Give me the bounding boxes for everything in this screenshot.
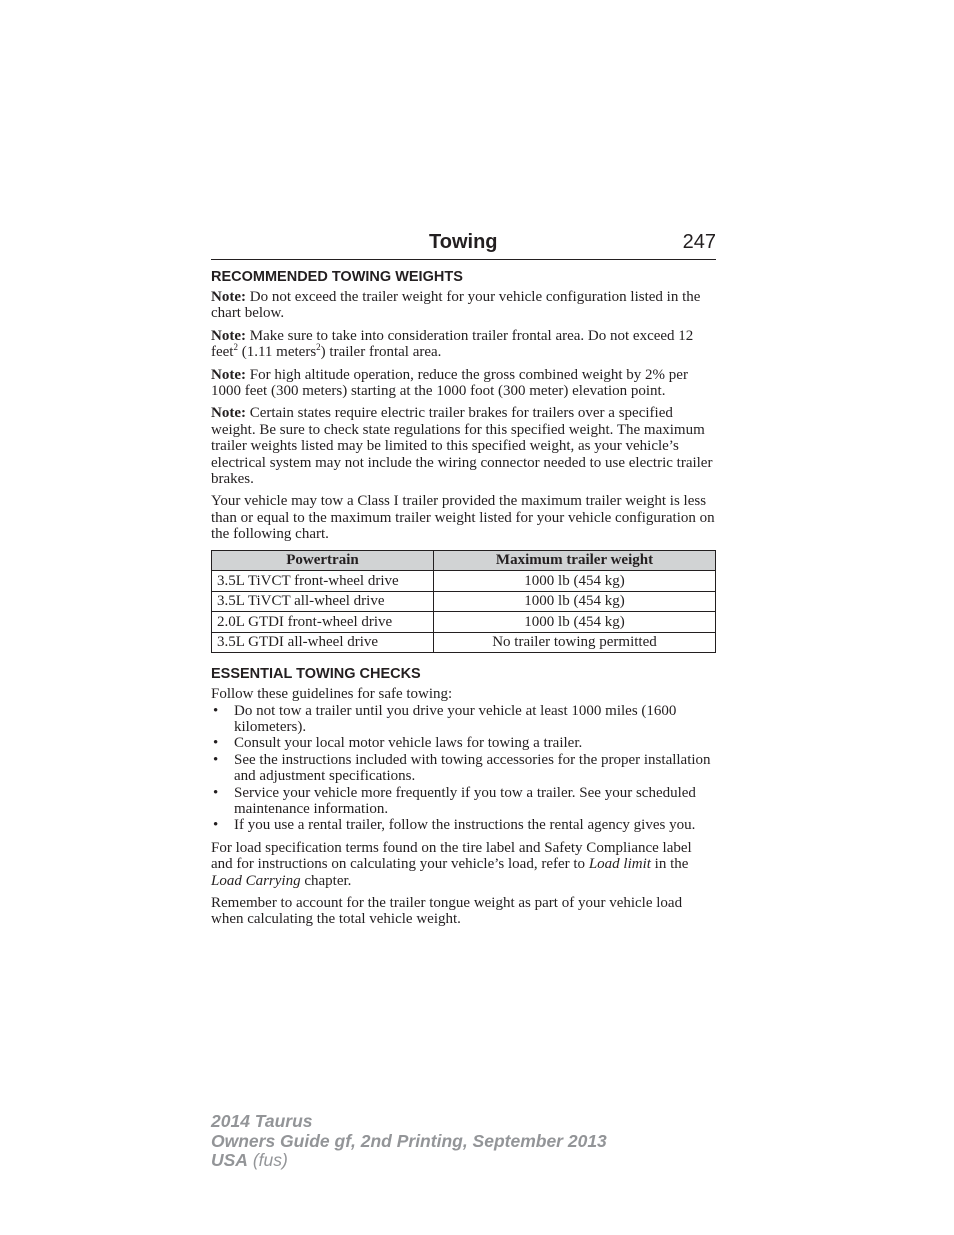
note-text: Do not exceed the trailer weight for your vehicle configuration listed in the chart below.	[211, 289, 701, 322]
cell-powertrain: 3.5L TiVCT all-wheel drive	[212, 591, 434, 612]
bullet-icon: •	[213, 751, 219, 768]
note-label: Note:	[211, 405, 246, 422]
list-item-text: See the instructions included with towing accessories for the proper installation and adjustment specifications.	[234, 751, 711, 785]
section-heading-essential-checks: ESSENTIAL TOWING CHECKS	[211, 666, 421, 683]
footer-region-code: (fus)	[247, 1150, 288, 1170]
guidelines-list	[211, 703, 716, 834]
note-text: ) trailer frontal area.	[320, 344, 442, 361]
column-header-powertrain: Powertrain	[212, 550, 434, 571]
list-item	[211, 735, 716, 751]
list-item-text: Do not tow a trailer until you drive your vehicle at least 1000 miles (1600 kilometers).	[234, 702, 677, 735]
load-limit-reference: Load limit	[588, 856, 651, 873]
paragraph-text: in the	[650, 856, 689, 873]
list-item-text: If you use a rental trailer, follow the instructions the rental agency gives you.	[234, 817, 696, 834]
footer-region: USA	[211, 1150, 248, 1170]
list-item	[211, 785, 716, 818]
list-item	[211, 817, 716, 833]
table-row	[212, 632, 716, 653]
note-text: Make sure to take into consideration trailer frontal area. Do not exceed 12 feet	[211, 327, 694, 361]
section-heading-recommended-weights: RECOMMENDED TOWING WEIGHTS	[211, 269, 463, 285]
cell-max-weight: 1000 lb (454 kg)	[434, 591, 716, 612]
cell-max-weight: No trailer towing permitted	[434, 632, 716, 653]
chapter-title: Towing	[429, 231, 498, 253]
note-4	[211, 405, 716, 487]
paragraph-text: chapter.	[300, 872, 352, 889]
table-header-row	[212, 550, 716, 571]
bullet-icon: •	[213, 735, 219, 752]
footer-market	[211, 1151, 607, 1171]
column-header-max-weight: Maximum trailer weight	[434, 550, 716, 571]
bullet-icon: •	[213, 702, 219, 719]
note-1	[211, 289, 716, 322]
table-row	[212, 591, 716, 612]
bullet-icon: •	[213, 817, 219, 834]
tongue-weight-paragraph: Remember to account for the trailer tongue weight as part of your vehicle load when calculating the total vehicle weight.	[211, 895, 683, 928]
bullet-icon: •	[213, 784, 219, 801]
note-text: For high altitude operation, reduce the gross combined weight by 2% per 1000 feet (300 meters) starting at the 1000 foot (300 meter) elevation point.	[211, 366, 688, 400]
towing-weights-table	[211, 550, 716, 654]
superscript: 2	[233, 342, 238, 353]
page-number: 247	[682, 231, 716, 253]
list-item-text: Service your vehicle more frequently if you tow a trailer. See your scheduled maintenance information.	[234, 784, 696, 818]
list-item	[211, 703, 716, 736]
table-row	[212, 571, 716, 592]
footer-edition: Owners Guide gf, 2nd Printing, September 2013	[211, 1130, 607, 1151]
paragraph-text: For load specification terms found on the tire label and Safety Compliance label and for instructions on calculating your vehicle’s load, refer to	[211, 839, 692, 873]
header-rule	[211, 259, 716, 260]
cell-powertrain: 3.5L GTDI all-wheel drive	[212, 632, 434, 653]
cell-max-weight: 1000 lb (454 kg)	[434, 571, 716, 592]
table-row	[212, 612, 716, 633]
load-spec-paragraph	[211, 840, 716, 889]
note-text: Certain states require electric trailer brakes for trailers over a specified weight. Be sure to check state regulations for this specified weight. The maximum trailer weights listed may be limited to this specified weight, as your vehicle’s electrical system may not include the wiring connector needed to use electric trailer brakes.	[211, 405, 713, 488]
list-item	[211, 752, 716, 785]
cell-powertrain: 3.5L TiVCT front-wheel drive	[212, 571, 434, 592]
note-2	[211, 328, 716, 361]
load-carrying-reference: Load Carrying	[211, 872, 301, 889]
content	[211, 268, 716, 928]
cell-powertrain: 2.0L GTDI front-wheel drive	[212, 612, 434, 633]
cell-max-weight: 1000 lb (454 kg)	[434, 612, 716, 633]
note-label: Note:	[211, 366, 246, 383]
superscript: 2	[316, 342, 321, 353]
class-i-paragraph: Your vehicle may tow a Class I trailer provided the maximum trailer weight is less than or equal to the maximum trailer weight listed for your vehicle configuration on the following chart.	[211, 493, 715, 543]
note-3	[211, 367, 716, 400]
page-footer	[211, 1112, 607, 1171]
footer-model: 2014 Taurus	[211, 1111, 313, 1131]
note-label: Note:	[211, 289, 246, 305]
note-text: (1.11 meters	[237, 344, 317, 361]
list-item-text: Consult your local motor vehicle laws for towing a trailer.	[234, 735, 583, 752]
note-label: Note:	[211, 327, 246, 344]
guidelines-intro: Follow these guidelines for safe towing:	[211, 686, 453, 703]
